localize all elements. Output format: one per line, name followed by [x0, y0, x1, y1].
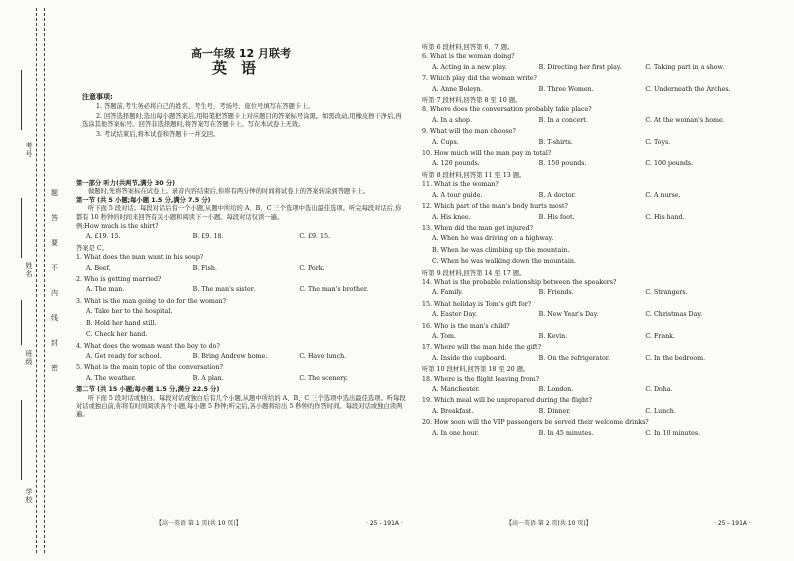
page-footer-label: 【高一英语 第 2 页(共 10 页)】: [506, 520, 592, 527]
option: B. Fish.: [192, 264, 217, 272]
question-text: 7. Which play did the woman write?: [422, 75, 537, 83]
option: A. 120 pounds.: [432, 160, 480, 168]
notice-item: 2. 回答选择题时,选出每小题答案后,用铅笔把答题卡上对应题目的答案标号涂黑。如需改动,用橡皮擦干净后,再选涂其他答案标号。回答非选择题时,将答案写在答题卡上。写在本试卷上无效。: [82, 112, 402, 129]
seal-line: [36, 8, 37, 553]
page-footer-label: 【高一英语 第 1 页(共 10 页)】: [156, 520, 242, 527]
answer-options: [432, 355, 752, 363]
seal-char: 不: [51, 264, 58, 272]
question-text: 8. Where does the conversation probably take place?: [422, 106, 592, 114]
seal-char: 封: [51, 339, 58, 347]
option: B. When he was climbing up the mountain.: [432, 246, 570, 254]
section-heading: 第二节 (共 15 小题;每小题 1.5 分,满分 22.5 分): [76, 386, 220, 394]
option: A. Beef.: [86, 264, 111, 272]
option: B. Kevin.: [538, 332, 568, 340]
example-options: [86, 233, 406, 241]
name-label: 姓名: [25, 262, 33, 278]
option: B. New Year's Day.: [538, 311, 599, 319]
option: B. On the refrigerator.: [538, 354, 611, 362]
material-note: 听第 10 段材料,回答第 18 至 20 题。: [422, 366, 530, 374]
answer-options: [432, 235, 752, 266]
question-text: 10. How much will the man pay in total?: [422, 150, 552, 158]
option: A. Tom.: [432, 332, 457, 340]
question-text: 14. What is the probable relationship between the speakers?: [422, 278, 617, 286]
option: B. Dinner.: [538, 407, 571, 415]
option: A. Take her to the hospital.: [86, 308, 173, 316]
page-footer-code: · 25 - 191A ·: [714, 520, 751, 527]
answer-options: [432, 214, 752, 222]
option: C. £9. 15.: [299, 233, 330, 241]
option: A. Acting in a new play.: [432, 63, 507, 71]
answer-options: [432, 408, 752, 416]
binding-margin: [0, 0, 62, 561]
option: C. Have lunch.: [299, 352, 347, 360]
option: B. Bring Andrew home.: [192, 352, 268, 360]
answer-options: [432, 160, 752, 168]
option: C. His hand.: [645, 213, 685, 221]
question-text: 3. What is the man going to do for the woman?: [76, 297, 227, 305]
option: A. £19. 15.: [86, 233, 121, 241]
example-question: 例:How much is the shirt?: [76, 223, 159, 231]
question-text: 12. Which part of the man's body hurts most?: [422, 203, 568, 211]
option: C. In 10 minutes.: [645, 429, 701, 437]
seal-char: 线: [51, 314, 58, 322]
question-text: 9. What will the man choose?: [422, 128, 516, 136]
answer-options: [432, 430, 752, 438]
notice-section: [82, 93, 402, 140]
section-intro: 听下面 5 段对话或独白。每段对话或独白后有几个小题,从题中所给的 A、B、C 三个选项中选出最佳选项。听每段对话或独白前,你将有时间阅读各个小题,每小题 5 秒钟;听完后,各小题将给出 5 秒钟的作答时间。每段对话或独白读两遍。: [76, 394, 406, 419]
notice-heading: 注意事项:: [82, 93, 113, 101]
class-underline: [21, 300, 22, 345]
exam-title: 高一年级 12 月联考: [191, 47, 291, 60]
option: B. Friends.: [538, 289, 574, 297]
material-note: 听第 8 段材料,回答第 11 至 13 题。: [422, 171, 526, 179]
question-text: 5. What is the main topic of the conversation?: [76, 364, 223, 372]
option: A. Inside the cupboard.: [432, 354, 507, 362]
option: B. Directing her first play.: [538, 63, 622, 71]
school-underline: [21, 400, 22, 480]
part-intro: 做题时,先将答案标在试卷上。录音内容结束后,你将有两分钟的时间将试卷上的答案转涂到答题卡上。: [88, 188, 370, 196]
option: C. Check her hand.: [86, 331, 148, 339]
option: C. The scenery.: [299, 374, 348, 382]
option: A. His knee.: [432, 213, 471, 221]
answer-options: [432, 192, 752, 200]
option: A. Get ready for school.: [86, 352, 162, 360]
option: A. Cups.: [432, 138, 459, 146]
section-heading: 第一节 (共 5 小题;每小题 1.5 分,满分 7.5 分): [76, 196, 211, 204]
part-heading: 第一部分 听力(共两节,满分 30 分): [76, 180, 176, 187]
seal-char: 要: [51, 239, 58, 247]
example-answer: 答案是 C。: [76, 244, 109, 252]
answer-options: [86, 286, 406, 294]
question-text: 17. Where will the man hide the gift?: [422, 344, 541, 352]
class-label: 班级: [25, 350, 33, 366]
option: B. The man's sister.: [192, 286, 256, 294]
seal-char: 密: [51, 364, 58, 372]
question-text: 19. Which meal will be unprepared during the flight?: [422, 397, 592, 405]
answer-options: [432, 386, 752, 394]
option: A. In one hour.: [432, 429, 479, 437]
option: C. At the woman's home.: [645, 116, 725, 124]
option: B. In 45 minutes.: [538, 429, 594, 437]
option: A. Easter Day.: [432, 311, 477, 319]
option: C. Frank.: [645, 332, 675, 340]
question-text: 15. What holiday is Tom's gift for?: [422, 300, 532, 308]
option: A. Anne Boleyn.: [432, 85, 483, 93]
material-note: 听第 7 段材料,回答第 8 至 10 题。: [422, 97, 522, 105]
option: A. Family.: [432, 289, 463, 297]
option: B. In a concert.: [538, 116, 588, 124]
notice-item: 3. 考试结束后,将本试卷和答题卡一并交回。: [96, 130, 220, 138]
subject-title: 英语: [211, 59, 270, 77]
answer-options: [86, 308, 406, 339]
option: C. In the bedroom.: [645, 354, 706, 362]
option: B. £9. 18.: [192, 233, 224, 241]
seal-char: 答: [51, 214, 58, 222]
answer-options: [86, 265, 406, 273]
option: A. In a shop.: [432, 116, 472, 124]
question-text: 4. What does the woman want the boy to do?: [76, 342, 220, 350]
answer-options: [432, 117, 752, 125]
option: C. Lunch.: [645, 407, 676, 415]
option: C. Toys.: [645, 138, 671, 146]
option: C. Taking part in a show.: [645, 63, 725, 71]
option: B. T-shirts.: [538, 138, 573, 146]
material-note: 听第 6 段材料,回答第 6、7 题。: [422, 44, 514, 51]
option: A. Breakfast.: [432, 407, 474, 415]
material-note: 听第 9 段材料,回答第 14 至 17 题。: [422, 269, 526, 277]
option: B. Hold her hand still.: [86, 319, 157, 327]
option: C. When he was walking down the mountain.: [432, 258, 576, 266]
seal-char: 题: [51, 189, 58, 197]
answer-options: [432, 333, 752, 341]
option: C. Doha.: [645, 386, 673, 393]
answer-options: [432, 311, 752, 319]
option: C. Pork.: [299, 264, 325, 272]
answer-options: [86, 375, 406, 383]
seal-line: [44, 8, 45, 553]
option: B. A plan.: [192, 374, 224, 382]
option: A. A tour guide.: [432, 191, 483, 199]
exam-number-underline: [21, 70, 22, 130]
question-text: 13. When did the man get injured?: [422, 224, 534, 232]
question-text: 2. Who is getting married?: [76, 276, 162, 284]
option: C. 100 pounds.: [645, 160, 694, 168]
question-text: 20. How soon will the VIP passengers be served their welcome drinks?: [422, 419, 649, 427]
option: C. The man's brother.: [299, 286, 369, 294]
answer-options: [432, 289, 752, 297]
exam-number-label: 考号: [25, 142, 33, 158]
school-label: 学校: [25, 488, 33, 504]
listening-part: [76, 180, 406, 420]
answer-options: [86, 353, 406, 361]
option: B. 150 pounds.: [538, 160, 587, 168]
question-text: 6. What is the woman doing?: [422, 53, 515, 61]
question-list: [422, 44, 752, 441]
option: C. Strangers.: [645, 289, 688, 297]
option: C. Underneath the Arches.: [645, 85, 731, 93]
option: B. London.: [538, 386, 574, 393]
question-text: 18. Where is the flight leaving from?: [422, 375, 540, 383]
section-intro: 听下面 5 段对话。每段对话后有一个小题,从题中所给的 A、B、C 三个选项中选出最佳选项。听完每段对话后,你都有 10 秒钟的时间来回答有关小题和阅读下一小题。每段对话仅读一遍。: [76, 205, 402, 221]
notice-item: 1. 答题前,考生务必将自己的姓名、考生号、考场号、座位号填写在答题卡上。: [96, 103, 314, 111]
option: C. Christmas Day.: [645, 311, 703, 319]
seal-char: 内: [51, 289, 58, 297]
option: A. When he was driving on a highway.: [432, 235, 554, 243]
option: A. The man.: [86, 286, 125, 294]
option: B. His foot.: [538, 213, 575, 221]
question-list: [76, 254, 406, 383]
option: B. Three Women.: [538, 85, 594, 93]
question-text: 11. What is the woman?: [422, 181, 499, 189]
question-text: 16. Who is the man's child?: [422, 322, 510, 330]
option: B. A doctor.: [538, 191, 576, 199]
page-footer-code: · 25 - 191A ·: [366, 520, 403, 527]
option: A. The weather.: [86, 374, 137, 382]
answer-options: [432, 64, 752, 72]
option: C. A nurse.: [645, 191, 681, 199]
option: A. Manchester.: [432, 386, 480, 393]
name-underline: [21, 198, 22, 258]
answer-options: [432, 139, 752, 147]
question-text: 1. What does the man want in his soup?: [76, 254, 204, 262]
answer-options: [432, 86, 752, 94]
